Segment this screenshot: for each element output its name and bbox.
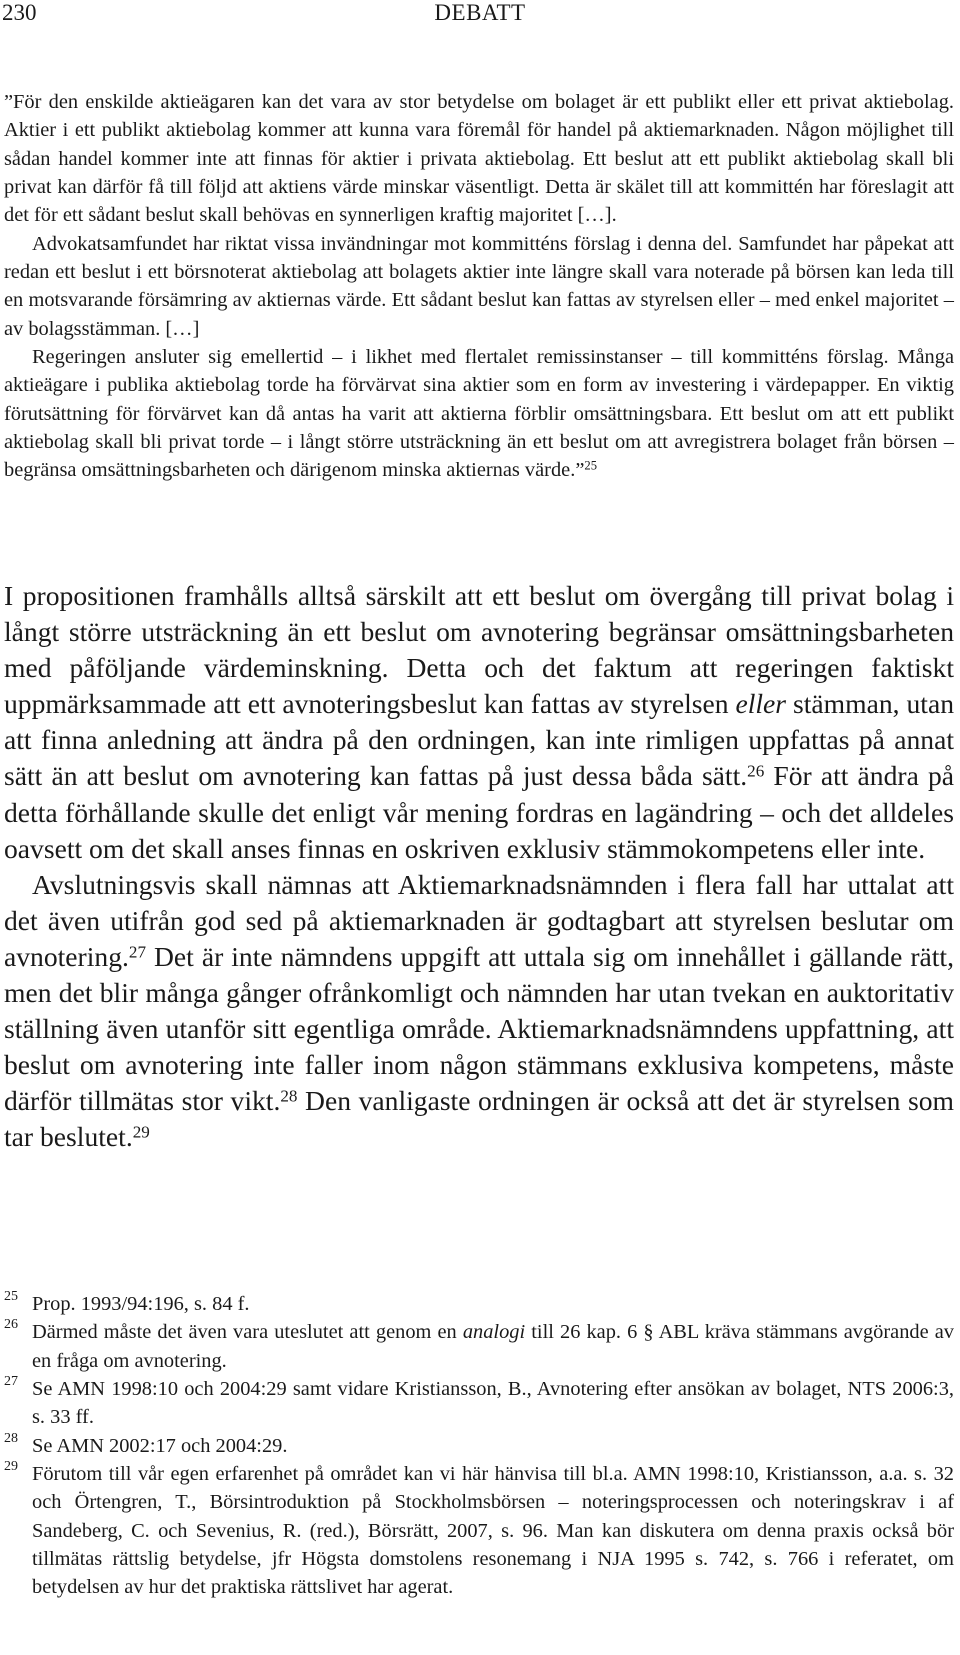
- body-paragraph: [4, 867, 954, 1156]
- footnote: [4, 1318, 954, 1375]
- footnote-ref: 26: [747, 761, 765, 781]
- body-text: Avslutningsvis skall nämnas att Aktiemarknadsnämnden i flera fall har uttalat att det även utifrån god sed på aktiemarknaden är godtagbart att styrelsen beslutar om avnotering.: [4, 868, 954, 972]
- footnotes: [4, 1290, 954, 1602]
- footnote-ref: 25: [584, 459, 597, 474]
- running-head: DEBATT: [434, 0, 526, 25]
- footnote-text: Därmed måste det även vara uteslutet att genom en: [32, 1321, 463, 1344]
- footnote-number: 25: [4, 1289, 18, 1304]
- footnote-text: Se AMN 1998:10 och 2004:29 samt vidare Kristiansson, B., Avnotering efter ansökan av bolaget, NTS 2006:3, s. 33 ff.: [32, 1378, 954, 1429]
- footnote-text: Se AMN 2002:17 och 2004:29.: [32, 1434, 288, 1457]
- quote-text: Regeringen ansluter sig emellertid – i likhet med flertalet remissinstanser – till kommitténs förslag. Många aktieägare i publika aktiebolag torde ha förvärvat sina aktier som en form av investering i värdepapper. En viktig förutsättning för förvärvet kan då antas ha varit att aktierna förblir omsättningsbara. Ett beslut om att ett publikt aktiebolag skall bli privat torde – i långt större utsträckning än ett beslut om att avregistrera bolaget från börsen – begränsa omsättningsbarheten och därigenom minska aktiernas värde.”: [4, 346, 954, 482]
- footnote-number: 27: [4, 1374, 18, 1390]
- body-text: stämman, utan att finna anledning att ändra på den ordningen, kan inte rimligen uppfattas på annat sätt än att beslut om avnotering kan fattas på just dessa båda sätt.: [4, 688, 954, 792]
- footnote: [4, 1432, 954, 1460]
- footnote-ref: 29: [132, 1122, 150, 1142]
- body-paragraph: [4, 578, 954, 867]
- quote-paragraph: Advokatsamfundet har riktat vissa invändningar mot kommitténs förslag i denna del. Samfundet har påpekat att redan ett beslut i ett börsnoterat aktiebolag att bolagets aktier inte längre skall vara noterade på börsen kan leda till en motsvarande försämring av aktiernas värde. Ett sådant beslut kan fattas av styrelsen eller – med enkel majoritet – av bolagsstämman. […]: [4, 232, 954, 340]
- body-text: I propositionen framhålls alltså särskilt att ett beslut om övergång till privat bolag i långt större utsträckning än ett beslut om avnotering begränsar omsättningsbarheten med påföljande värdeminskning. Detta och det faktum att regeringen faktiskt uppmärksammade att ett avnoteringsbeslut kan fattas av styrelsen: [4, 580, 954, 720]
- footnote-text: Prop. 1993/94:196, s. 84 f.: [32, 1293, 250, 1315]
- emphasis-text: analogi: [462, 1321, 526, 1344]
- footnote-ref: 28: [280, 1086, 298, 1106]
- quote-paragraph: [4, 343, 954, 485]
- footnote: [4, 1290, 954, 1318]
- footnote-ref: 27: [128, 942, 147, 962]
- body-text: Det är inte nämndens uppgift att uttala sig om innehållet i gällande rätt, men det blir många gånger ofrånkomligt och nämnden har utan tvekan en auktoritativ ställning även utanför sitt egentliga område. Aktiemarknadsnämndens uppfattning, att beslut om avnotering inte faller inom någon stämmans exklusiva kompetens, måste därför tillmätas stor vikt.: [4, 940, 954, 1117]
- footnote-number: 28: [4, 1430, 18, 1446]
- footnote: [4, 1460, 954, 1602]
- footnote-number: 29: [4, 1459, 18, 1475]
- body-text: För att ändra på detta förhållande skulle det enligt vår mening fordras en lagändring – och det alldeles oavsett om det skall anses finnas en oskriven exklusiv stämmokompetens eller inte.: [4, 760, 955, 864]
- footnote: [4, 1375, 954, 1432]
- footnote-text: till 26 kap. 6 § ABL kräva stämmans avgörande av en fråga om avnotering.: [32, 1321, 955, 1372]
- block-quote: [4, 88, 954, 485]
- footnote-text: Förutom till vår egen erfarenhet på området kan vi här hänvisa till bl.a. AMN 1998:10, Kristiansson, a.a. s. 32 och Örtengren, T., Börsintroduktion på Stockholmsbörsen – noteringsprocessen och noteringskrav i af Sandeberg, C. och Sevenius, R. (red.), Börsrätt, 2007, s. 96. Man kan diskutera om denna praxis också bör tillmätas rättslig betydelse, jfr Högsta domstolens resonemang i NJA 1995 s. 742, s. 766 i referatet, om betydelsen av hur det praktiska rättslivet har agerat.: [32, 1463, 954, 1599]
- page-number: 230: [2, 0, 37, 25]
- quote-paragraph: ”För den enskilde aktieägaren kan det vara av stor betydelse om bolaget är ett publikt eller ett privat aktiebolag. Aktier i ett publikt aktiebolag kommer att kunna vara föremål för handel på aktiemarknaden. Någon möjlighet till sådan handel kommer inte att finnas för aktier i privata aktiebolag. Ett beslut att ett publikt aktiebolag skall bli privat kan därför få till följd att aktiens värde minskar väsentligt. Detta är skälet till att kommittén har föreslagit att det för ett sådant beslut skall behövas en synnerligen kraftig majoritet […].: [4, 91, 954, 227]
- body-text: Den vanligaste ordningen är också att det är styrelsen som tar beslutet.: [4, 1085, 954, 1153]
- footnote-number: 26: [4, 1317, 18, 1333]
- main-text: [4, 578, 954, 1156]
- emphasis-text: eller: [735, 688, 787, 720]
- page-header: [0, 0, 960, 30]
